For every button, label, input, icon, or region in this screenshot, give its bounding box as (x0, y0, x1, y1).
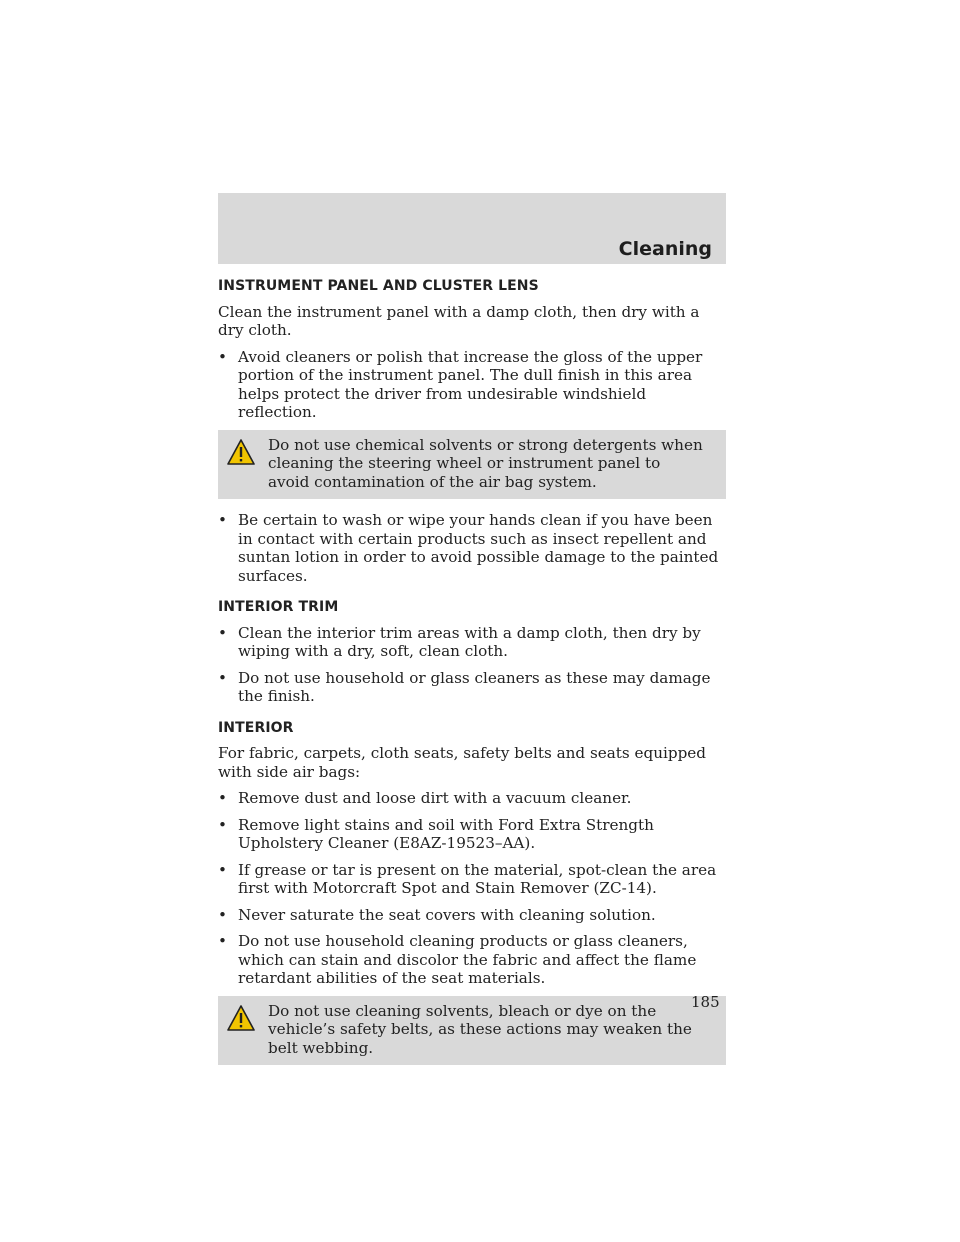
bullet-marker: • (218, 905, 227, 924)
bullet-marker: • (218, 860, 227, 879)
warning-text: Do not use chemical solvents or strong detergents when cleaning the steering wheel or instrument panel to avoid contamination of the air bag system. (268, 435, 703, 491)
bullet-marker: • (218, 932, 227, 950)
section-title: Cleaning (618, 238, 712, 260)
list-item-text: If grease or tar is present on the material, spot-clean the area first with Motorcraft Spot and Stain Remover (ZC-14). (238, 860, 717, 897)
instrument-intro: Clean the instrument panel with a damp cloth, then dry with a dry cloth. (218, 302, 700, 339)
section-header-band (218, 193, 726, 264)
list-item-text: Be certain to wash or wipe your hands clean if you have been in contact with certain products such as insect repellent and suntan lotion in order to avoid possible damage to the painted surfaces. (238, 511, 719, 585)
list-item-text: Never saturate the seat covers with cleaning solution. (238, 905, 656, 924)
list-item-text: Remove dust and loose dirt with a vacuum cleaner. (238, 789, 632, 807)
list-item-text: Do not use household or glass cleaners as these may damage the finish. (238, 668, 711, 705)
bullet-marker: • (218, 511, 227, 529)
bullet-marker: • (218, 815, 227, 834)
page-number: 185 (691, 993, 720, 1011)
list-item (218, 789, 726, 808)
warning-box (218, 430, 726, 500)
warning-text: Do not use cleaning solvents, bleach or dye on the vehicle’s safety belts, as these actions may weaken the belt webbing. (268, 1001, 692, 1057)
list-item-text: Avoid cleaners or polish that increase the gloss of the upper portion of the instrument panel. The dull finish in this area helps protect the driver from undesirable windshield reflection. (238, 347, 703, 421)
list-item (218, 348, 726, 422)
heading-interior-trim: INTERIOR TRIM (218, 599, 339, 615)
warning-triangle-icon (226, 1004, 256, 1032)
list-item-text: Clean the interior trim areas with a damp cloth, then dry by wiping with a dry, soft, clean cloth. (238, 623, 701, 660)
bullet-marker: • (218, 789, 227, 807)
list-item-text: Remove light stains and soil with Ford Extra Strength Upholstery Cleaner (E8AZ-19523–AA). (238, 815, 654, 852)
list-item (218, 624, 726, 661)
bullet-marker: • (218, 668, 227, 687)
list-item (218, 816, 726, 853)
interior-intro: For fabric, carpets, cloth seats, safety belts and seats equipped with side air bags: (218, 744, 707, 781)
list-item (218, 906, 726, 925)
bullet-marker: • (218, 623, 227, 642)
heading-interior: INTERIOR (218, 719, 294, 736)
manual-page (218, 193, 726, 1077)
page-content (218, 277, 726, 1065)
list-item-text: Do not use household cleaning products or glass cleaners, which can stain and discolor the fabric and affect the flame retardant abilities of the seat materials. (238, 932, 697, 987)
list-item (218, 669, 726, 706)
list-item (218, 861, 726, 898)
list-item (218, 932, 726, 988)
bullet-marker: • (218, 347, 227, 366)
heading-instrument-panel: INSTRUMENT PANEL AND CLUSTER LENS (218, 278, 539, 294)
list-item (218, 511, 726, 585)
warning-triangle-icon (226, 438, 256, 466)
warning-box (218, 996, 726, 1066)
